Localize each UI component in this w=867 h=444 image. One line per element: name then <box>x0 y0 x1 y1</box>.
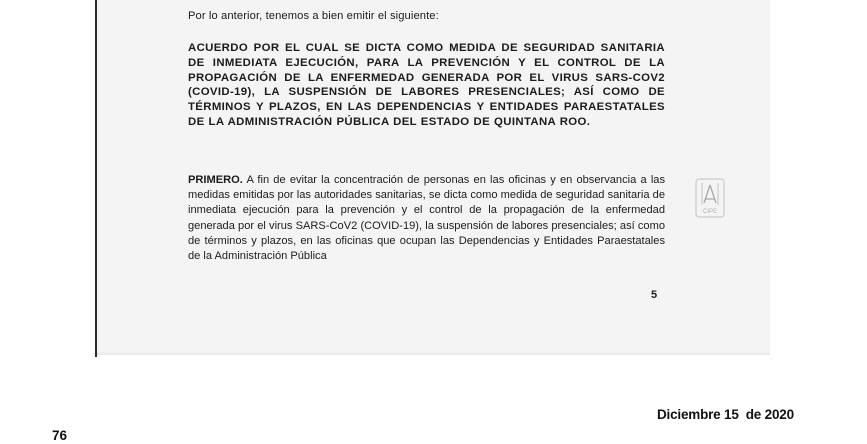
footer-date: Diciembre 15 de 2020 <box>657 407 794 422</box>
article-first-lead: PRIMERO. <box>188 174 243 186</box>
scan-edge <box>95 0 97 357</box>
footer-page-number: 76 <box>52 428 68 443</box>
document-page-number: 5 <box>651 289 658 301</box>
scan-shadow <box>97 351 770 355</box>
agreement-title: ACUERDO POR EL CUAL SE DICTA COMO MEDIDA DE SEGURIDAD SANITARIA DE INMEDIATA EJECUCIÓN, PARA LA PREVENCIÓN Y EL CONTROL DE LA PROPAGACIÓN DE LA ENFERMEDAD GENERADA POR EL VIRUS SARS-COV2 (COVID-19), LA SUSPENSIÓN DE LABORES PRESENCIALES; ASÍ COMO DE TÉRMINOS Y PLAZOS, EN LAS DEPENDENCIAS Y ENTIDADES PARAESTATALES DE LA ADMINISTRACIÓN PÚBLICA DEL ESTADO DE QUINTANA ROO. <box>188 42 665 128</box>
intro-paragraph: Por lo anterior, tenemos a bien emitir el siguiente: <box>188 10 439 22</box>
seal-stamp-icon <box>693 177 727 219</box>
article-first-text: A fin de evitar la concentración de personas en las oficinas y en observancia a las medidas emitidas por las autoridades sanitarias, se dicta como medida de seguridad sanitaria de inmediata ejecución para la prevención y el control de la propagación de la enfermedad generada por el virus SARS-CoV2 (COVID-19), la suspensión de labores presenciales; así como de términos y plazos, en las oficinas que ocupan las Dependencias y Entidades Paraestatales de la Administración Pública <box>188 174 665 263</box>
article-first <box>188 173 665 264</box>
seal-text: CIPE <box>702 209 718 215</box>
